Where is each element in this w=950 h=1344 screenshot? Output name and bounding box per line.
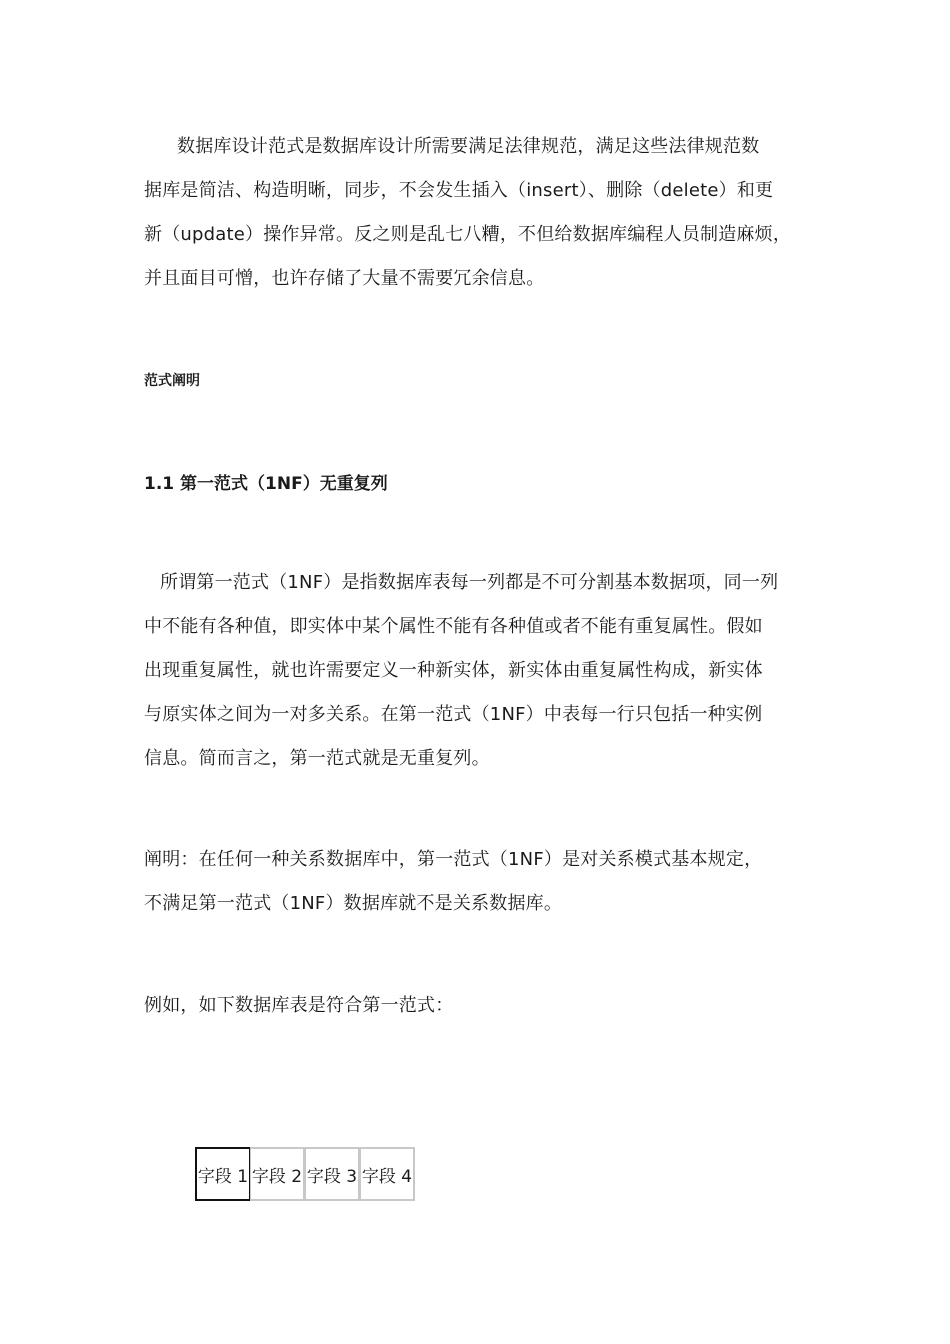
example-intro (144, 984, 809, 1028)
table-cell: 字段 2 (250, 1147, 305, 1201)
example-intro-line: 例如，如下数据库表是符合第一范式： (144, 995, 454, 1016)
table-row (195, 1147, 415, 1201)
explanation-paragraph (144, 838, 809, 926)
definition-line: 信息。简而言之，第一范式就是无重复列。 (144, 748, 490, 769)
intro-line: 数据库设计范式是数据库设计所需要满足法律规范，满足这些法律规范数 (177, 136, 760, 157)
definition-line: 所谓第一范式（1NF）是指数据库表每一列都是不可分割基本数据项，同一列 (160, 572, 779, 593)
table-cell: 字段 4 (360, 1147, 415, 1201)
explanation-line: 不满足第一范式（1NF）数据库就不是关系数据库。 (144, 893, 563, 914)
intro-line: 据库是简洁、构造明晰，同步，不会发生插入（insert）、删除（delete）和更 (144, 180, 774, 201)
table-cell: 字段 1 (195, 1147, 250, 1201)
section-title: 范式阐明 (144, 373, 200, 389)
definition-line: 出现重复属性，就也许需要定义一种新实体，新实体由重复属性构成，新实体 (144, 660, 763, 681)
table-cell: 字段 3 (305, 1147, 360, 1201)
definition-line: 与原实体之间为一对多关系。在第一范式（1NF）中表每一行只包括一种实例 (144, 704, 763, 725)
subsection-title: 1.1 第一范式（1NF）无重复列 (144, 474, 388, 494)
intro-line: 并且面目可憎，也许存储了大量不需要冗余信息。 (144, 268, 545, 289)
example-table (195, 1147, 415, 1201)
definition-line: 中不能有各种值，即实体中某个属性不能有各种值或者不能有重复属性。假如 (144, 616, 763, 637)
explanation-line: 阐明：在任何一种关系数据库中，第一范式（1NF）是对关系模式基本规定， (144, 849, 763, 870)
intro-paragraph (144, 125, 809, 301)
intro-line: 新（update）操作异常。反之则是乱七八糟，不但给数据库编程人员制造麻烦， (144, 224, 792, 245)
definition-paragraph (144, 561, 809, 781)
